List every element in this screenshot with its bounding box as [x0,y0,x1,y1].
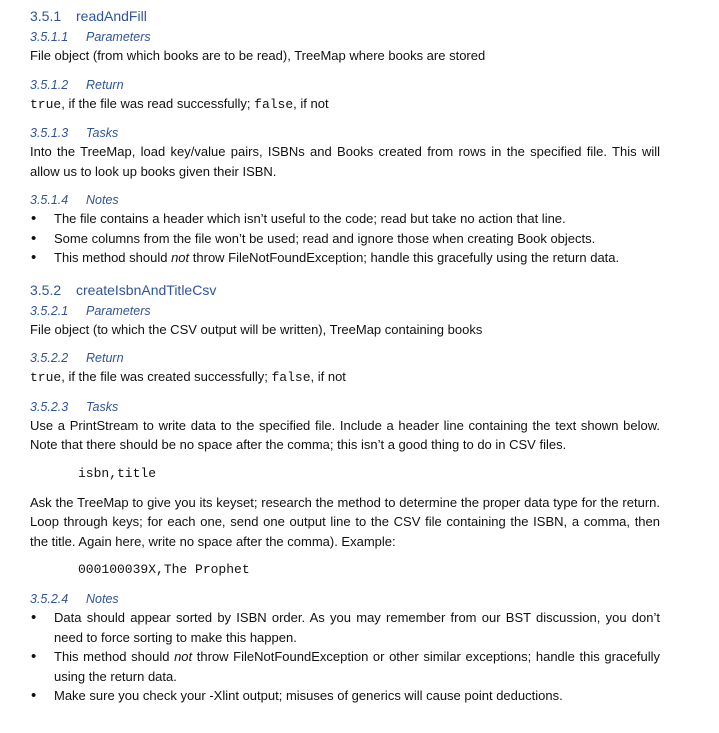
notes-list [30,209,660,268]
subheading-notes: 3.5.1.4 Notes [30,193,119,207]
list-item: • Make sure you check your -Xlint output; misuses of generics will cause point deductions. [30,686,660,706]
list-item: • Some columns from the file won’t be used; read and ignore those when creating Book objects. [30,229,660,249]
list-item: • This method should not throw FileNotFoundException or other similar exceptions; handle this gracefully using the return data. [30,647,660,686]
heading-create-isbn-and-title-csv: 3.5.2 createIsbnAndTitleCsv [30,281,217,298]
subheading-parameters: 3.5.2.1 Parameters [30,303,151,318]
subheading-return: 3.5.1.2 Return [30,77,124,92]
return-text: true, if the file was created successfully; false, if not [30,369,346,385]
parameters-text: File object (to which the CSV output will be written), TreeMap containing books [30,321,483,337]
subheading-parameters: 3.5.1.1 Parameters [30,30,151,44]
tasks-paragraph: Ask the TreeMap to give you its keyset; research the method to determine the proper data type for the return. Loop through keys; for each one, send one output line to the CSV file containing the ISBN, a comma, then the title. Again here, write no space after the comma). Example: [30,494,660,549]
parameters-text: File object (from which books are to be read), TreeMap where books are stored [30,48,486,63]
list-item: • Data should appear sorted by ISBN order. As you may remember from our BST discussion, you don’t need to force sorting to make this happen. [30,608,660,647]
code-example-header: isbn,title [78,465,157,481]
heading-read-and-fill: 3.5.1 readAndFill [30,8,147,24]
list-item: • The file contains a header which isn’t useful to the code; read but take no action that line. [30,209,660,229]
subheading-tasks: 3.5.2.3 Tasks [30,399,119,414]
tasks-text: Into the TreeMap, load key/value pairs, ISBNs and Books created from rows in the specified file. This will allow us to look up books given their ISBN. [30,144,660,179]
list-item: • This method should not throw FileNotFoundException; handle this gracefully using the return data. [30,248,660,268]
return-text: true, if the file was read successfully; false, if not [30,95,329,112]
notes-list [30,608,660,706]
subheading-tasks: 3.5.1.3 Tasks [30,126,119,140]
document-page [30,6,660,706]
tasks-paragraph: Use a PrintStream to write data to the specified file. Include a header line containing the text shown below. Note that there should be no space after the comma; this isn’t a good thing to do in CSV files. [30,417,660,452]
code-example-row: 000100039X,The Prophet [78,562,250,577]
subheading-return: 3.5.2.2 Return [30,351,124,365]
subheading-notes: 3.5.2.4 Notes [30,592,119,606]
